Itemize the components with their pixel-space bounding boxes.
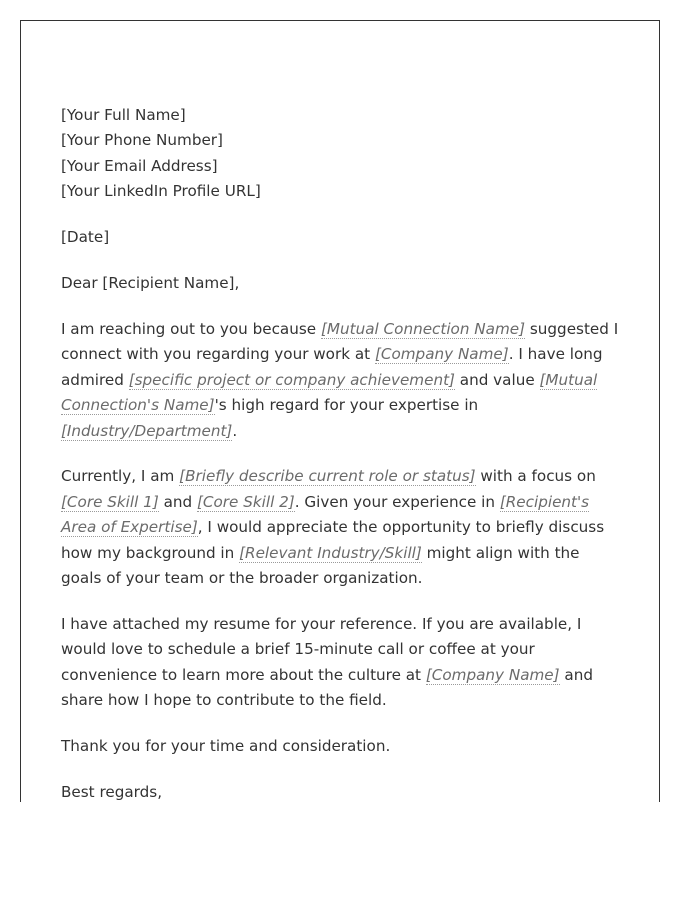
paragraph-text: might align with the goals of your team or the broader organization. (61, 543, 580, 588)
paragraph-text: and share how I hope to contribute to the field. (61, 665, 593, 710)
placeholder-achievement: [specific project or company achievement] (128, 370, 455, 389)
paragraph-text: . Given your experience in (294, 492, 500, 511)
placeholder-company-name: [Company Name] (425, 665, 560, 684)
sender-email: [Your Email Address] (61, 156, 218, 175)
paragraph-text: I am reaching out to you because (61, 319, 321, 338)
sender-linkedin: [Your LinkedIn Profile URL] (61, 182, 261, 201)
paragraph-request (61, 612, 621, 714)
paragraph-background (61, 464, 621, 591)
sender-name: [Your Full Name] (61, 106, 186, 124)
placeholder-mutual-connection: [Mutual Connection Name] (320, 319, 526, 338)
letter-body (61, 103, 621, 802)
paragraph-text: . I have long admired (61, 345, 603, 389)
letter-page (20, 20, 660, 802)
salutation: Dear [Recipient Name], (61, 274, 240, 293)
paragraph-text: with a focus on (475, 467, 596, 486)
placeholder-core-skill-2: [Core Skill 2] (196, 492, 295, 511)
placeholder-current-role: [Briefly describe current role or status] (179, 467, 476, 486)
paragraph-text: 's high regard for your expertise in (214, 396, 479, 415)
paragraph-intro (61, 317, 621, 444)
sender-block (61, 103, 621, 205)
paragraph-text: , I would appreciate the opportunity to briefly discuss how my background in (61, 518, 605, 562)
paragraph-text: . (232, 421, 238, 440)
paragraph-text: I have attached my resume for your reference. If you are available, I would love to schedule a brief 15-minute call or coffee at your convenience to learn more about the culture at (61, 615, 582, 684)
paragraph-text: and (158, 492, 197, 511)
placeholder-recipient-expertise: [Recipient's Area of Expertise] (61, 492, 590, 537)
placeholder-core-skill-1: [Core Skill 1] (61, 492, 159, 511)
placeholder-mutual-connection-name: [Mutual Connection's Name] (61, 370, 598, 415)
thank-you-line: Thank you for your time and consideration. (61, 737, 391, 756)
closing-line: Best regards, (61, 783, 163, 802)
paragraph-text: suggested I connect with you regarding your work at (61, 319, 619, 364)
placeholder-industry-department: [Industry/Department] (61, 421, 233, 440)
paragraph-text: Currently, I am (61, 467, 180, 486)
paragraph-text: and value (454, 370, 540, 389)
letter-date: [Date] (61, 228, 110, 247)
placeholder-company-name: [Company Name] (374, 345, 509, 364)
sender-phone: [Your Phone Number] (61, 131, 223, 150)
placeholder-relevant-industry: [Relevant Industry/Skill] (239, 543, 422, 562)
